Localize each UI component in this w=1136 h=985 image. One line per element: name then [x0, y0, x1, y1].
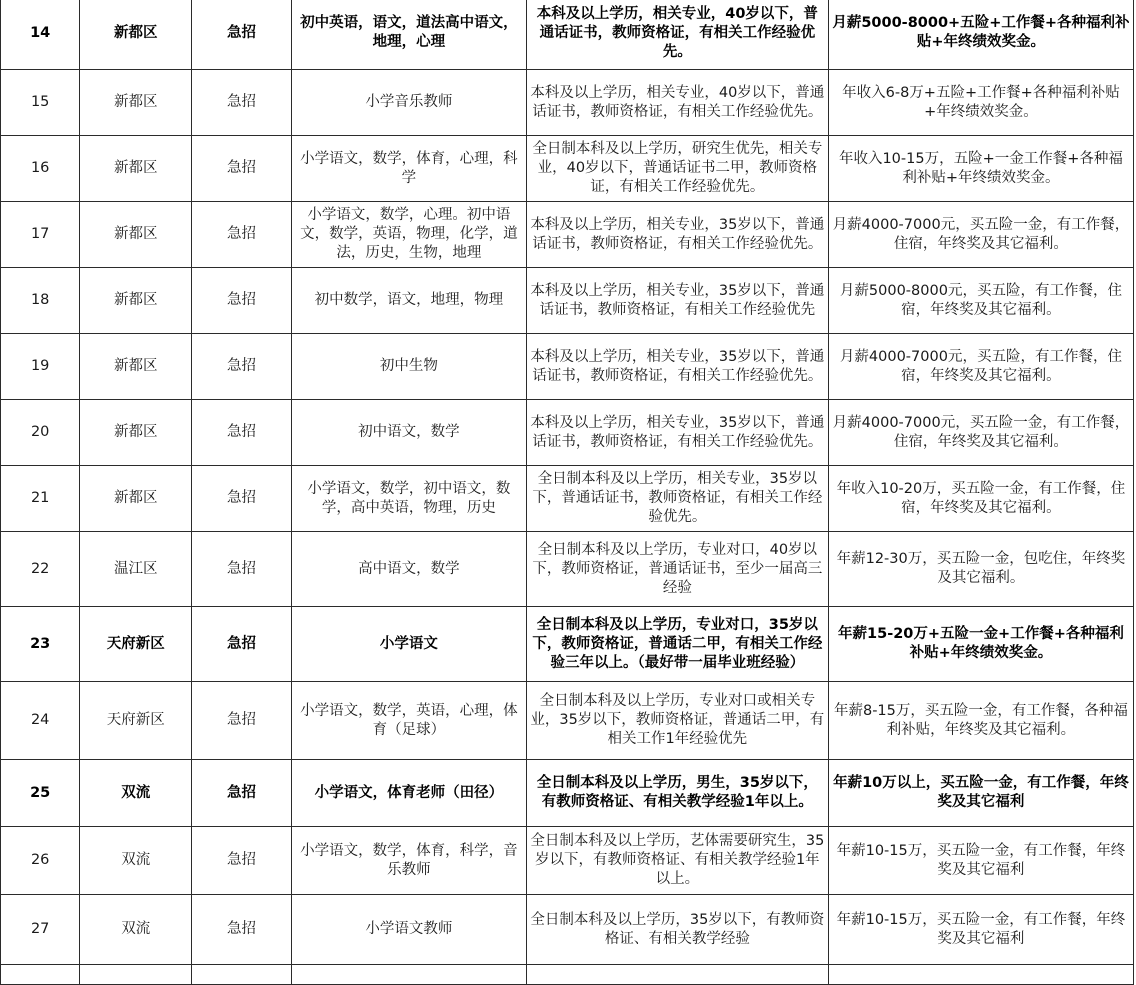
table-row [1, 136, 1134, 202]
recruit-type-cell: 急招 [192, 760, 292, 827]
requirements-cell: 全日制本科及以上学历，研究生优先，相关专业，40岁以下，普通话证书二甲，教师资格证，有相关工作经验优先。 [526, 136, 828, 202]
salary-cell: 月薪4000-7000元，买五险，有工作餐，住宿，年终奖及其它福利。 [828, 334, 1133, 400]
requirements-cell: 全日制本科及以上学历，相关专业，35岁以下，普通话证书，教师资格证，有相关工作经验优先。 [526, 466, 828, 532]
requirements-cell [526, 965, 828, 985]
recruit-type-cell: 急招 [192, 70, 292, 136]
row-number: 22 [1, 532, 80, 607]
recruit-type-cell: 急招 [192, 607, 292, 682]
table-row [1, 400, 1134, 466]
requirements-cell: 全日制本科及以上学历，专业对口，40岁以下，教师资格证，普通话证书，至少一届高三经验 [526, 532, 828, 607]
recruit-type-cell [192, 965, 292, 985]
salary-cell: 年薪8-15万，买五险一金，有工作餐，各种福利补贴，年终奖及其它福利。 [828, 682, 1133, 760]
district-cell: 新都区 [80, 136, 192, 202]
subject-cell [291, 965, 526, 985]
district-cell: 新都区 [80, 0, 192, 70]
table-row [1, 760, 1134, 827]
row-number: 23 [1, 607, 80, 682]
salary-cell: 年薪10-15万，买五险一金，有工作餐，年终奖及其它福利 [828, 895, 1133, 965]
row-number: 14 [1, 0, 80, 70]
row-number: 15 [1, 70, 80, 136]
row-number: 25 [1, 760, 80, 827]
row-number: 16 [1, 136, 80, 202]
subject-cell: 初中英语，语文，道法高中语文，地理，心理 [291, 0, 526, 70]
table-row-partial [1, 965, 1134, 985]
row-number: 18 [1, 268, 80, 334]
table-row [1, 268, 1134, 334]
district-cell: 新都区 [80, 400, 192, 466]
subject-cell: 小学语文 [291, 607, 526, 682]
subject-cell: 初中语文，数学 [291, 400, 526, 466]
salary-cell: 年薪12-30万，买五险一金，包吃住，年终奖及其它福利。 [828, 532, 1133, 607]
district-cell: 双流 [80, 895, 192, 965]
recruit-type-cell: 急招 [192, 532, 292, 607]
salary-cell: 年薪15-20万+五险一金+工作餐+各种福利补贴+年终绩效奖金。 [828, 607, 1133, 682]
row-number [1, 965, 80, 985]
salary-cell: 年收入6-8万+五险+工作餐+各种福利补贴+年终绩效奖金。 [828, 70, 1133, 136]
district-cell: 新都区 [80, 268, 192, 334]
requirements-cell: 本科及以上学历，相关专业，40岁以下，普通话证书，教师资格证，有相关工作经验优先。 [526, 0, 828, 70]
requirements-cell: 本科及以上学历，相关专业，40岁以下，普通话证书，教师资格证，有相关工作经验优先。 [526, 70, 828, 136]
row-number: 26 [1, 827, 80, 895]
salary-cell: 月薪4000-7000元，买五险一金，有工作餐，住宿，年终奖及其它福利。 [828, 400, 1133, 466]
table-row [1, 682, 1134, 760]
subject-cell: 初中数学，语文，地理，物理 [291, 268, 526, 334]
subject-cell: 高中语文，数学 [291, 532, 526, 607]
salary-cell: 年收入10-15万，五险+一金工作餐+各种福利补贴+年终绩效奖金。 [828, 136, 1133, 202]
salary-cell: 月薪4000-7000元，买五险一金，有工作餐，住宿，年终奖及其它福利。 [828, 202, 1133, 268]
table-row [1, 827, 1134, 895]
recruit-type-cell: 急招 [192, 400, 292, 466]
table-row [1, 70, 1134, 136]
requirements-cell: 本科及以上学历，相关专业，35岁以下，普通话证书，教师资格证，有相关工作经验优先。 [526, 202, 828, 268]
district-cell: 双流 [80, 827, 192, 895]
row-number: 20 [1, 400, 80, 466]
row-number: 21 [1, 466, 80, 532]
salary-cell: 月薪5000-8000元，买五险，有工作餐，住宿，年终奖及其它福利。 [828, 268, 1133, 334]
district-cell: 天府新区 [80, 682, 192, 760]
requirements-cell: 全日制本科及以上学历，艺体需要研究生，35岁以下，有教师资格证、有相关教学经验1年以上。 [526, 827, 828, 895]
salary-cell: 年收入10-20万，买五险一金，有工作餐，住宿，年终奖及其它福利。 [828, 466, 1133, 532]
table-row [1, 202, 1134, 268]
row-number: 27 [1, 895, 80, 965]
table-row [1, 466, 1134, 532]
recruit-type-cell: 急招 [192, 202, 292, 268]
district-cell: 新都区 [80, 334, 192, 400]
requirements-cell: 本科及以上学历，相关专业，35岁以下，普通话证书，教师资格证，有相关工作经验优先 [526, 268, 828, 334]
district-cell: 新都区 [80, 202, 192, 268]
requirements-cell: 全日制本科及以上学历，专业对口，35岁以下，教师资格证，普通话二甲，有相关工作经验三年以上。（最好带一届毕业班经验） [526, 607, 828, 682]
requirements-cell: 本科及以上学历，相关专业，35岁以下，普通话证书，教师资格证，有相关工作经验优先。 [526, 400, 828, 466]
district-cell: 天府新区 [80, 607, 192, 682]
salary-cell [828, 965, 1133, 985]
row-number: 24 [1, 682, 80, 760]
recruit-type-cell: 急招 [192, 895, 292, 965]
table-row [1, 895, 1134, 965]
recruit-type-cell: 急招 [192, 268, 292, 334]
subject-cell: 小学语文，数学，体育，科学，音乐教师 [291, 827, 526, 895]
table-row [1, 334, 1134, 400]
subject-cell: 小学语文，数学，体育，心理，科学 [291, 136, 526, 202]
subject-cell: 小学语文，数学，心理。初中语文，数学，英语，物理，化学，道法，历史，生物，地理 [291, 202, 526, 268]
table-row [1, 607, 1134, 682]
table-row [1, 0, 1134, 70]
district-cell: 新都区 [80, 466, 192, 532]
salary-cell: 年薪10-15万，买五险一金，有工作餐，年终奖及其它福利 [828, 827, 1133, 895]
salary-cell: 月薪5000-8000+五险+工作餐+各种福利补贴+年终绩效奖金。 [828, 0, 1133, 70]
requirements-cell: 全日制本科及以上学历，男生，35岁以下，有教师资格证、有相关教学经验1年以上。 [526, 760, 828, 827]
row-number: 19 [1, 334, 80, 400]
district-cell: 双流 [80, 760, 192, 827]
recruit-type-cell: 急招 [192, 136, 292, 202]
district-cell: 新都区 [80, 70, 192, 136]
subject-cell: 小学语文，数学，初中语文，数学，高中英语，物理，历史 [291, 466, 526, 532]
table-row [1, 532, 1134, 607]
recruit-type-cell: 急招 [192, 827, 292, 895]
row-number: 17 [1, 202, 80, 268]
requirements-cell: 全日制本科及以上学历，专业对口或相关专业，35岁以下，教师资格证，普通话二甲，有相关工作1年经验优先 [526, 682, 828, 760]
subject-cell: 小学语文，数学，英语，心理，体育（足球） [291, 682, 526, 760]
district-cell: 温江区 [80, 532, 192, 607]
requirements-cell: 本科及以上学历，相关专业，35岁以下，普通话证书，教师资格证，有相关工作经验优先。 [526, 334, 828, 400]
requirements-cell: 全日制本科及以上学历，35岁以下，有教师资格证、有相关教学经验 [526, 895, 828, 965]
recruit-type-cell: 急招 [192, 682, 292, 760]
subject-cell: 小学音乐教师 [291, 70, 526, 136]
recruit-type-cell: 急招 [192, 466, 292, 532]
subject-cell: 小学语文教师 [291, 895, 526, 965]
recruit-type-cell: 急招 [192, 0, 292, 70]
district-cell [80, 965, 192, 985]
subject-cell: 小学语文，体育老师（田径） [291, 760, 526, 827]
salary-cell: 年薪10万以上，买五险一金，有工作餐，年终奖及其它福利 [828, 760, 1133, 827]
recruit-type-cell: 急招 [192, 334, 292, 400]
recruitment-table-body [1, 0, 1134, 985]
subject-cell: 初中生物 [291, 334, 526, 400]
